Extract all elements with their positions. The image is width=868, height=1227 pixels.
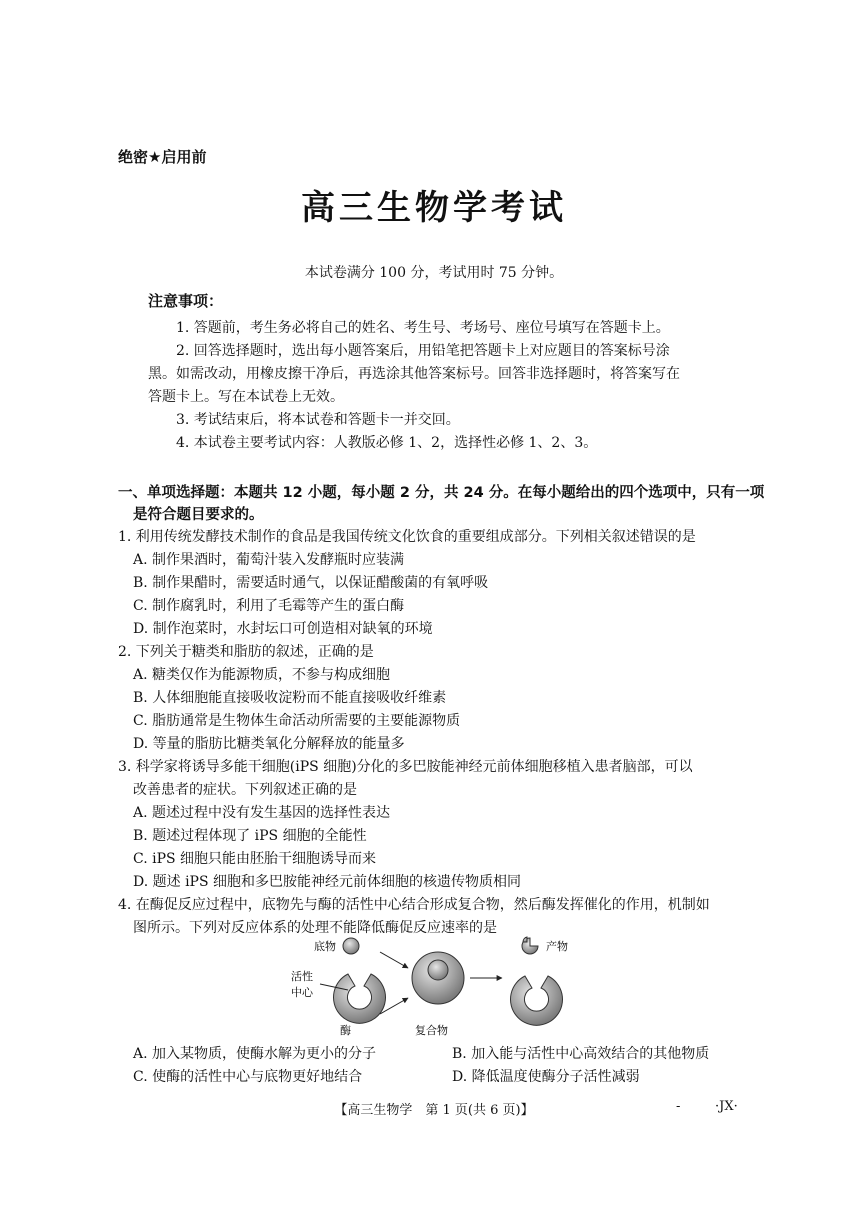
confidential-mark: 绝密★启用前 — [118, 148, 207, 166]
label-product: 产物 — [546, 940, 568, 953]
footer-code: ·JX· — [715, 1099, 738, 1114]
question-3-option-b: B. 题述过程体现了 iPS 细胞的全能性 — [133, 828, 367, 844]
question-1-stem: 1. 利用传统发酵技术制作的食品是我国传统文化饮食的重要组成部分。下列相关叙述错误的是 — [118, 529, 696, 545]
question-4-option-c: C. 使酶的活性中心与底物更好地结合 — [133, 1069, 363, 1085]
enzyme-shape — [334, 974, 386, 1023]
exam-subtitle: 本试卷满分 100 分，考试用时 75 分钟。 — [304, 265, 564, 281]
label-complex: 复合物 — [415, 1024, 448, 1037]
question-4-stem: 4. 在酶促反应过程中，底物先与酶的活性中心结合形成复合物，然后酶发挥催化的作用，机制如 — [118, 897, 710, 913]
page-footer: 【高三生物学 第 1 页(共 6 页)】 — [334, 1103, 534, 1118]
notice-line: 黑。如需改动，用橡皮擦干净后，再选涂其他答案标号。回答非选择题时，将答案写在 — [148, 366, 680, 382]
question-4-option-a: A. 加入某物质，使酶水解为更小的分子 — [133, 1046, 377, 1062]
question-3-option-a: A. 题述过程中没有发生基因的选择性表达 — [133, 805, 391, 821]
label-active-1: 活性 — [291, 970, 313, 983]
section-heading-cont: 是符合题目要求的。 — [133, 507, 264, 523]
footer-mark: - — [676, 1099, 681, 1114]
notice-line: 4. 本试卷主要考试内容：人教版必修 1、2，选择性必修 1、2、3。 — [176, 435, 598, 451]
question-4-stem-cont: 图所示。下列对反应体系的处理不能降低酶促反应速率的是 — [133, 920, 497, 936]
question-3-stem: 3. 科学家将诱导多能干细胞(iPS 细胞)分化的多巴胺能神经元前体细胞移植入患者脑部，可以 — [118, 759, 693, 775]
label-active-2: 中心 — [291, 986, 313, 999]
question-2-option-a: A. 糖类仅作为能源物质，不参与构成细胞 — [133, 667, 391, 683]
label-substrate: 底物 — [314, 940, 336, 953]
exam-title: 高三生物学考试 — [301, 188, 567, 228]
question-3-stem-cont: 改善患者的症状。下列叙述正确的是 — [133, 782, 357, 798]
question-1-option-d: D. 制作泡菜时，水封坛口可创造相对缺氧的环境 — [133, 621, 433, 637]
question-1-option-b: B. 制作果醋时，需要适时通气，以保证醋酸菌的有氧呼吸 — [133, 575, 489, 591]
question-4-option-d: D. 降低温度使酶分子活性减弱 — [452, 1069, 640, 1085]
question-2-stem: 2. 下列关于糖类和脂肪的叙述，正确的是 — [118, 644, 374, 660]
complex-substrate — [428, 960, 448, 980]
question-2-option-b: B. 人体细胞能直接吸收淀粉而不能直接吸收纤维素 — [133, 690, 447, 706]
question-1-option-a: A. 制作果酒时，葡萄汁装入发酵瓶时应装满 — [133, 552, 405, 568]
product-piece-2 — [523, 937, 527, 942]
section-heading: 一、单项选择题：本题共 12 小题，每小题 2 分，共 24 分。在每小题给出的四个选项中，只有一项 — [118, 485, 765, 501]
question-2-option-d: D. 等量的脂肪比糖类氧化分解释放的能量多 — [133, 736, 405, 752]
question-1-option-c: C. 制作腐乳时，利用了毛霉等产生的蛋白酶 — [133, 598, 405, 614]
label-enzyme: 酶 — [340, 1024, 351, 1037]
question-4-option-b: B. 加入能与活性中心高效结合的其他物质 — [452, 1046, 710, 1062]
enzyme-mechanism-diagram — [280, 934, 600, 1042]
released-enzyme — [511, 976, 563, 1025]
substrate-circle — [343, 938, 359, 954]
notice-line: 3. 考试结束后，将本试卷和答题卡一并交回。 — [176, 412, 460, 428]
notice-line: 2. 回答选择题时，选出每小题答案后，用铅笔把答题卡上对应题目的答案标号涂 — [176, 343, 670, 359]
notice-line: 答题卡上。写在本试卷上无效。 — [148, 389, 344, 405]
question-2-option-c: C. 脂肪通常是生物体生命活动所需要的主要能源物质 — [133, 713, 461, 729]
arrow-in-top — [380, 952, 408, 968]
question-3-option-d: D. 题述 iPS 细胞和多巴胺能神经元前体细胞的核遗传物质相同 — [133, 874, 522, 890]
question-3-option-c: C. iPS 细胞只能由胚胎干细胞诱导而来 — [133, 851, 377, 867]
notice-line: 1. 答题前，考生务必将自己的姓名、考生号、考场号、座位号填写在答题卡上。 — [176, 320, 670, 336]
notice-heading: 注意事项： — [148, 292, 224, 310]
